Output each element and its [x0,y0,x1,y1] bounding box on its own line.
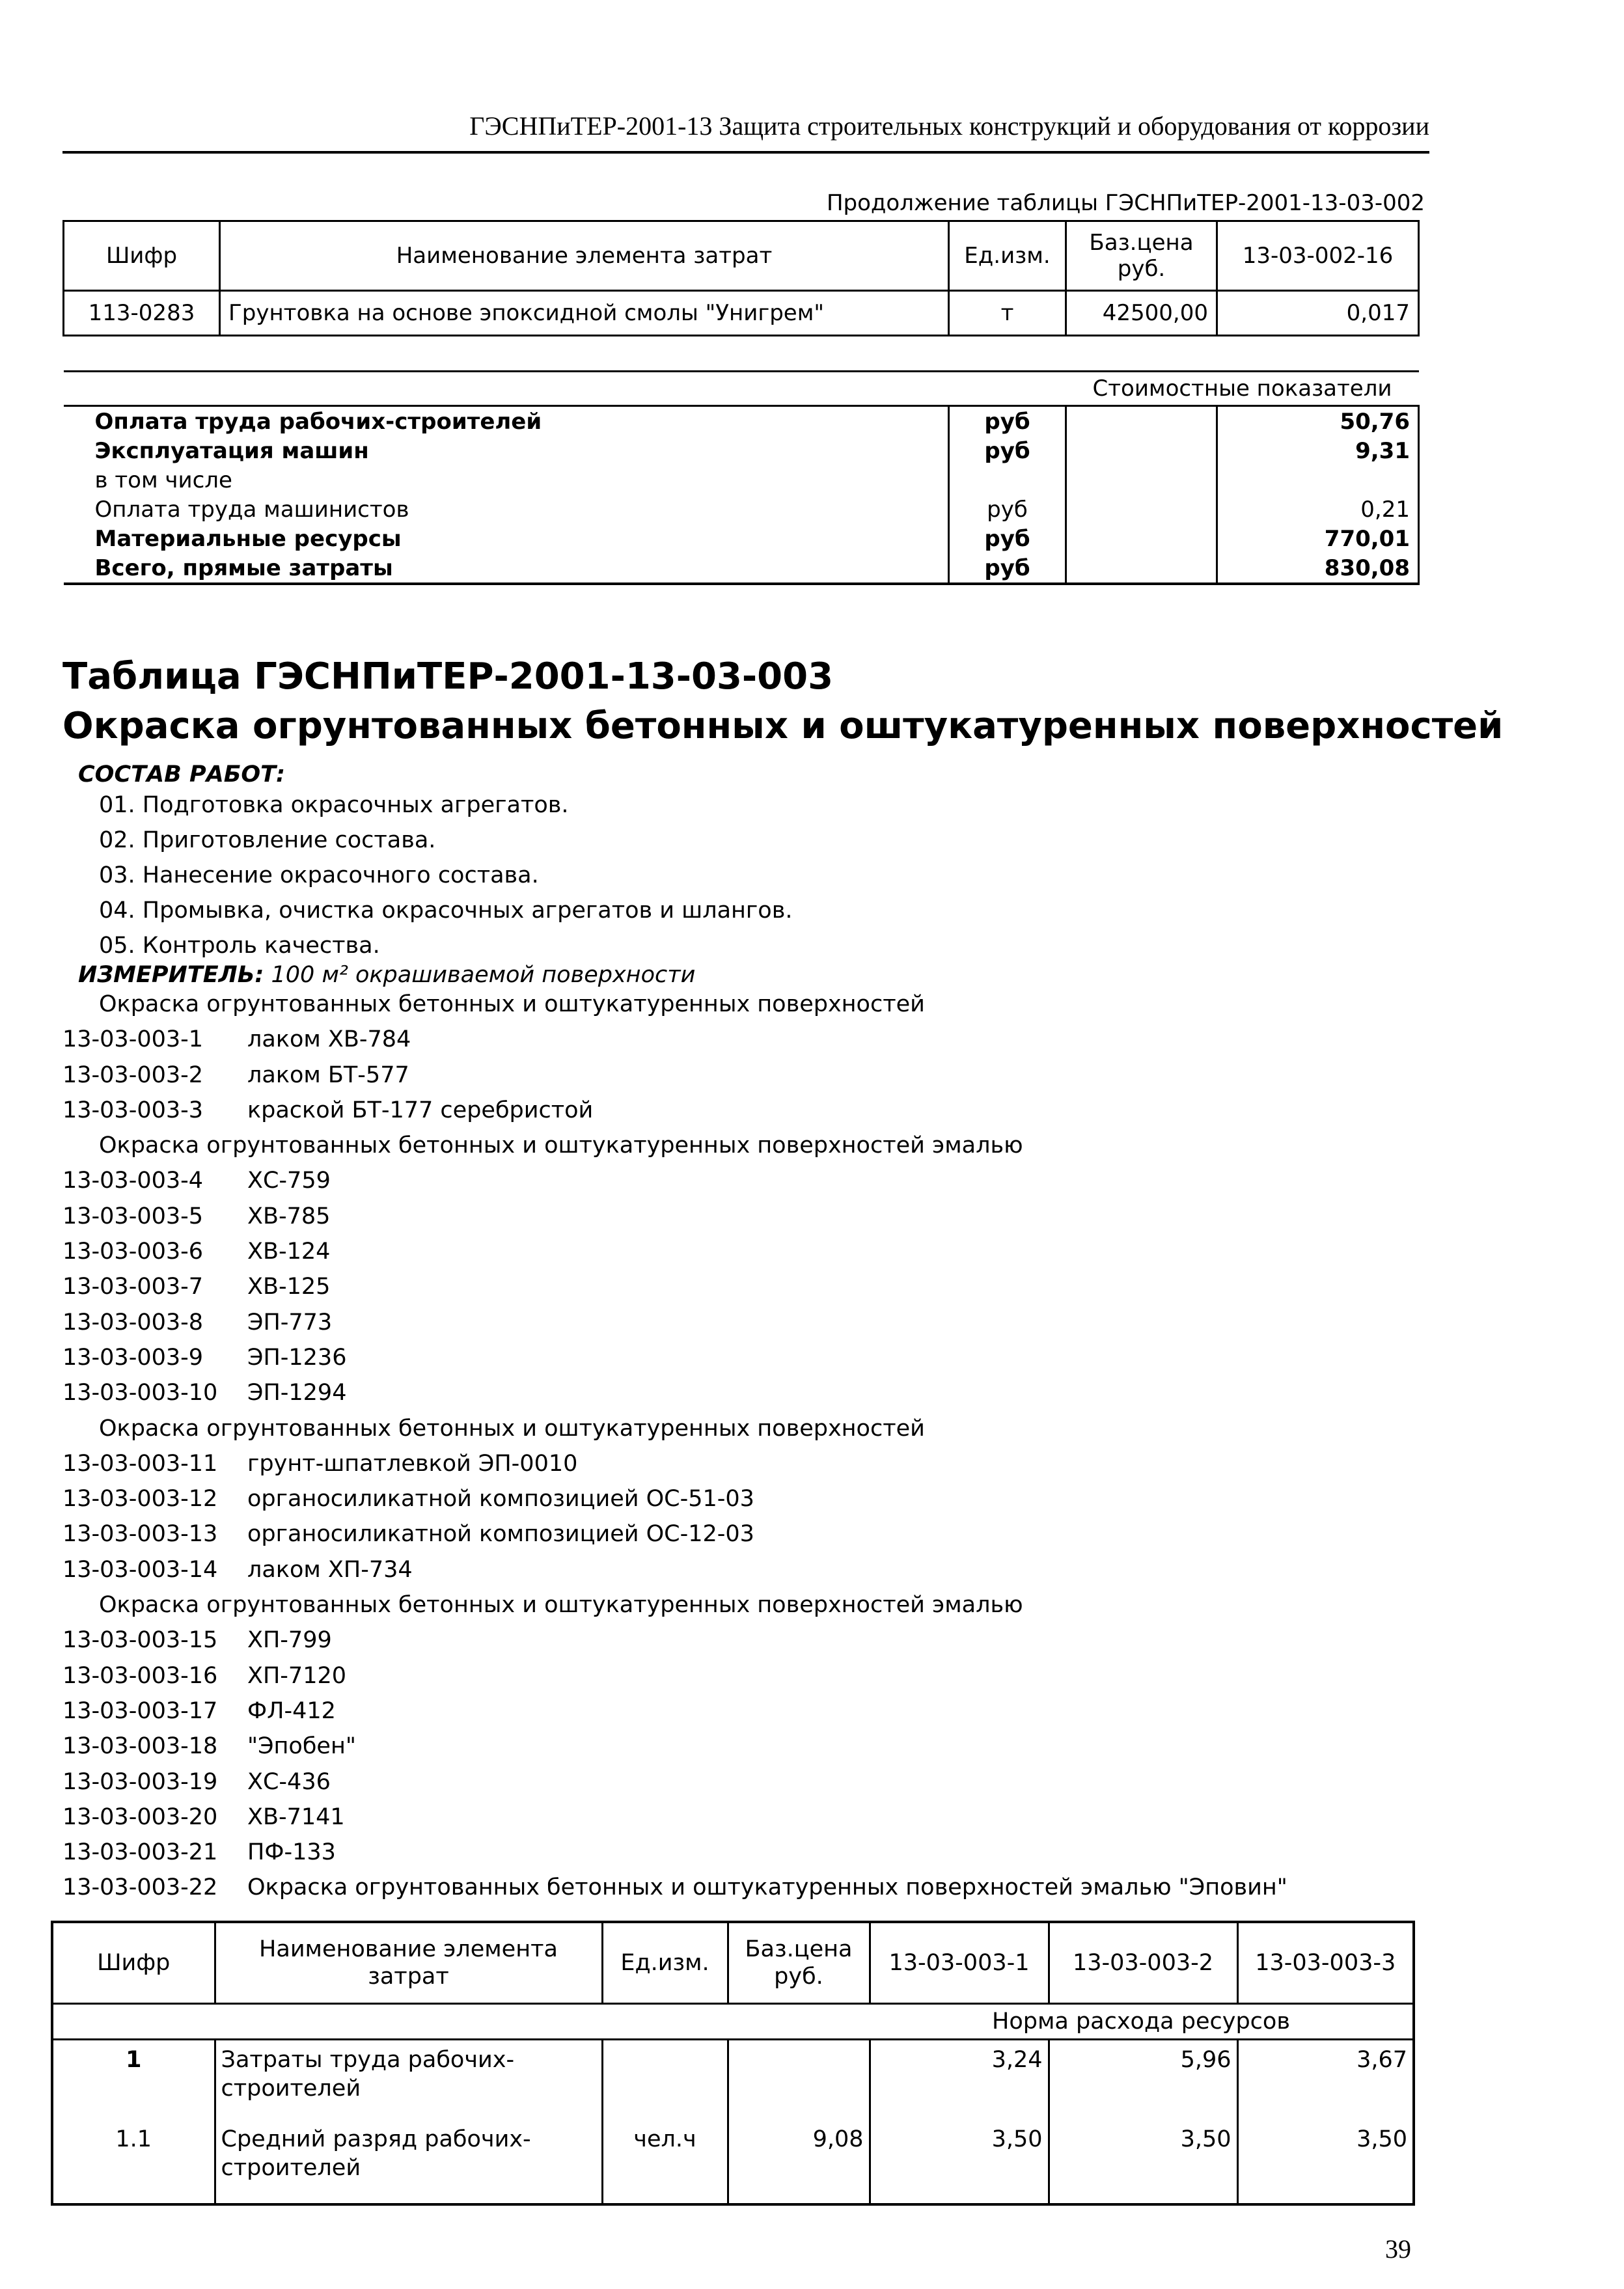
code-list-item [62,1516,1287,1552]
resource-value-2: 5,96 [1049,2040,1237,2120]
cost-row [64,553,1419,584]
norm-code-list [62,987,1287,1906]
cost-section-row [64,372,1419,406]
norm-code: 13-03-003-10 [62,1380,218,1406]
col-header-code: Шифр [64,221,220,291]
continuation-header-row [64,221,1419,291]
resource-value-1: 3,24 [870,2040,1049,2120]
material-price: 42500,00 [1066,291,1217,336]
code-list-item [62,1729,1287,1764]
norm-description: ЭП-773 [247,1309,333,1336]
cost-unit: руб [949,436,1066,465]
norm-description: ЭП-1294 [247,1380,347,1406]
cost-row [64,524,1419,553]
code-list-item [62,1870,1287,1905]
cost-value: 0,21 [1217,495,1419,524]
col-header-norm-2: 13-03-003-2 [1049,1922,1237,2004]
norm-description: ХВ-124 [247,1239,331,1265]
material-row [64,291,1419,336]
cost-name: Материальные ресурсы [64,524,949,553]
norm-description: грунт-шпатлевкой ЭП-0010 [247,1450,578,1477]
continuation-table [62,220,1420,585]
page-number: 39 [1385,2234,1411,2264]
code-list-item [62,1623,1287,1658]
norm-description: лаком ХВ-784 [247,1026,411,1053]
norm-description: ЭП-1236 [247,1344,347,1371]
norm-code: 13-03-003-5 [62,1203,204,1229]
norm-section-row [52,2004,1414,2040]
col-header-name: Наименование элемента затрат [220,221,949,291]
resource-price: 9,08 [728,2120,870,2204]
col-header-price: Баз.цена руб. [728,1922,870,2004]
code-list-item [62,1305,1287,1340]
cost-value [1217,465,1419,495]
running-header-text: ГЭСНПиТЕР-2001-13 Защита строительных конструкций и оборудования от коррозии [469,111,1429,141]
norm-description: ХВ-7141 [247,1803,345,1830]
operation-item: 02. Приготовление состава. [99,827,436,853]
col-header-norm-1: 13-03-003-1 [870,1922,1049,2004]
meter-value: 100 м² окрашиваемой поверхности [271,962,696,988]
cost-unit: руб [949,495,1066,524]
col-header-code: Шифр [52,1922,215,2004]
col-header-norm: 13-03-002-16 [1217,221,1419,291]
norm-code: 13-03-003-4 [62,1168,204,1194]
norm-description: ХВ-785 [247,1203,331,1229]
resource-value-3: 3,67 [1237,2040,1414,2120]
norm-code: 13-03-003-17 [62,1697,218,1724]
norm-description: Окраска огрунтованных бетонных и оштукатуренных поверхностей эмалью "Эповин" [247,1874,1287,1901]
norm-description: ХС-436 [247,1768,331,1795]
code-list-item [62,1269,1287,1304]
cost-name: в том числе [64,465,949,495]
norm-code: 13-03-003-14 [62,1556,218,1583]
col-header-unit: Ед.изм. [602,1922,728,2004]
cost-row [64,436,1419,465]
resource-row [52,2040,1414,2120]
cost-value: 50,76 [1217,406,1419,437]
norm-description: ХП-799 [247,1627,332,1654]
norm-description: ФЛ-412 [247,1697,336,1724]
norm-description: лаком ХП-734 [247,1556,413,1583]
cost-name: Оплата труда машинистов [64,495,949,524]
cost-value: 9,31 [1217,436,1419,465]
resource-row [52,2120,1414,2204]
material-unit: т [949,291,1066,336]
material-name: Грунтовка на основе эпоксидной смолы "Унигрем" [220,291,949,336]
cost-name: Всего, прямые затраты [64,553,949,584]
continuation-caption: Продолжение таблицы ГЭСНПиТЕР-2001-13-03-002 [826,190,1425,216]
code-list-item [62,1234,1287,1269]
cost-section-label: Стоимостные показатели [1066,372,1419,406]
cost-value: 770,01 [1217,524,1419,553]
code-list-item [62,1481,1287,1516]
norm-code: 13-03-003-3 [62,1097,204,1123]
norm-code: 13-03-003-11 [62,1450,218,1477]
resource-unit [602,2040,728,2120]
norm-description: лаком БТ-577 [247,1062,409,1088]
operation-item: 03. Нанесение окрасочного состава. [99,862,539,888]
code-list-item [62,1163,1287,1198]
code-list-item [62,1446,1287,1481]
code-list-item [62,1340,1287,1375]
code-list-item [62,1022,1287,1057]
norm-description: ХП-7120 [247,1662,346,1689]
resources-table [51,1921,1415,2206]
operation-item: 01. Подготовка окрасочных агрегатов. [99,792,569,818]
norm-code: 13-03-003-22 [62,1874,218,1901]
resource-code: 1 [52,2040,215,2120]
cost-name: Оплата труда рабочих-строителей [64,406,949,437]
code-list-item [62,1058,1287,1093]
norm-description: ПФ-133 [247,1839,336,1866]
code-list-item [62,1800,1287,1835]
code-group-heading: Окраска огрунтованных бетонных и оштукатуренных поверхностей [99,991,925,1017]
code-list-item [62,1693,1287,1729]
norm-section-label: Норма расхода ресурсов [870,2004,1414,2040]
norm-code: 13-03-003-8 [62,1309,204,1336]
cost-unit: руб [949,406,1066,437]
table-spacer [64,336,1419,372]
col-header-price: Баз.цена руб. [1066,221,1217,291]
col-header-norm-3: 13-03-003-3 [1237,1922,1414,2004]
norm-description: ХВ-125 [247,1274,331,1300]
code-list-item [62,1835,1287,1870]
norm-code: 13-03-003-13 [62,1521,218,1548]
resource-unit: чел.ч [602,2120,728,2204]
norm-description: краской БТ-177 серебристой [247,1097,594,1123]
resource-name: Затраты труда рабочих-строителей [215,2040,602,2120]
cost-row [64,495,1419,524]
cost-unit [949,465,1066,495]
code-list-item [62,1093,1287,1128]
resource-value-3: 3,50 [1237,2120,1414,2204]
norm-description: ХС-759 [247,1168,331,1194]
norm-description: органосиликатной композицией ОС-51-03 [247,1486,754,1513]
resource-value-1: 3,50 [870,2120,1049,2204]
material-value: 0,017 [1217,291,1419,336]
meter-label: ИЗМЕРИТЕЛЬ: [78,962,264,988]
meter-line [78,962,695,988]
norm-code: 13-03-003-21 [62,1839,218,1866]
col-header-unit: Ед.изм. [949,221,1066,291]
code-group-heading: Окраска огрунтованных бетонных и оштукатуренных поверхностей эмалью [99,1592,1023,1619]
code-list-item [62,1552,1287,1587]
operation-item: 04. Промывка, очистка окрасочных агрегатов и шлангов. [99,898,793,924]
norm-code: 13-03-003-2 [62,1062,204,1088]
code-list-item [62,1764,1287,1800]
operations-list [99,788,792,963]
norm-code: 13-03-003-1 [62,1026,204,1053]
code-group-heading: Окраска огрунтованных бетонных и оштукатуренных поверхностей [99,1415,925,1442]
norm-code: 13-03-003-20 [62,1803,218,1830]
resources-header-row [52,1922,1414,2004]
norm-description: "Эпобен" [247,1733,356,1760]
norm-description: органосиликатной композицией ОС-12-03 [247,1521,754,1548]
norm-code: 13-03-003-7 [62,1274,204,1300]
norm-code: 13-03-003-19 [62,1768,218,1795]
code-list-item [62,1658,1287,1693]
cost-value: 830,08 [1217,553,1419,584]
resource-code: 1.1 [52,2120,215,2204]
cost-row [64,465,1419,495]
cost-unit: руб [949,524,1066,553]
operation-item: 05. Контроль качества. [99,933,380,959]
resource-price [728,2040,870,2120]
norm-code: 13-03-003-6 [62,1239,204,1265]
running-header [62,108,1429,154]
code-group-heading: Окраска огрунтованных бетонных и оштукатуренных поверхностей эмалью [99,1132,1023,1159]
norm-code: 13-03-003-18 [62,1733,218,1760]
cost-row [64,406,1419,437]
resource-value-2: 3,50 [1049,2120,1237,2204]
norm-code: 13-03-003-16 [62,1662,218,1689]
code-list-item [62,1199,1287,1234]
work-composition-heading: СОСТАВ РАБОТ: [78,761,285,788]
resource-name: Средний разряд рабочих-строителей [215,2120,602,2204]
norm-code: 13-03-003-9 [62,1344,204,1371]
norm-code: 13-03-003-12 [62,1486,218,1513]
cost-unit: руб [949,553,1066,584]
table-subtitle: Окраска огрунтованных бетонных и оштукатуренных поверхностей [62,705,1504,747]
table-title: Таблица ГЭСНПиТЕР-2001-13-03-003 [62,655,834,698]
code-list-item [62,1375,1287,1410]
norm-code: 13-03-003-15 [62,1627,218,1654]
material-code: 113-0283 [64,291,220,336]
cost-name: Эксплуатация машин [64,436,949,465]
col-header-name: Наименование элемента затрат [215,1922,602,2004]
